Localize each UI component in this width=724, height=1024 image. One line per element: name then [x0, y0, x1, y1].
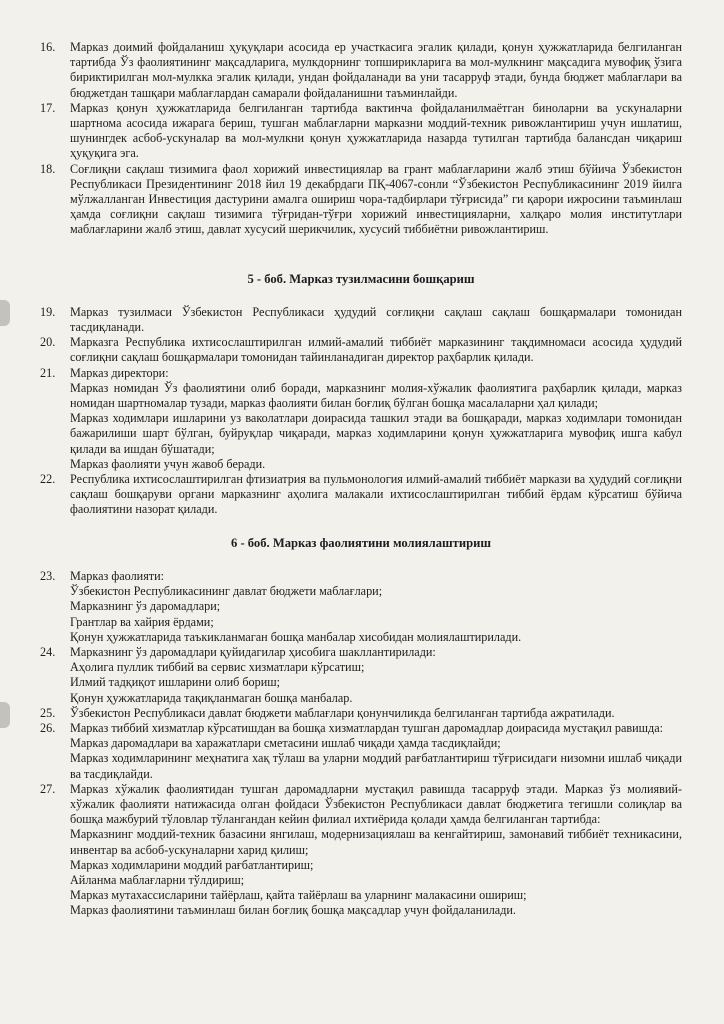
paragraph-number: 24. — [40, 644, 56, 659]
paragraph-line: Марказ ходимлари ишларини уз ваколатлари доирасида ташкил этади ва бошқаради, марказ ходимлари томонидан бажарилиши шарт бўлган, буйруқлар чиқаради, марказ ходимларини қонун ҳужжатларига мувофиқ ишга кабул қилади ва ишдан бўшатади; — [70, 411, 682, 456]
paragraph-item — [40, 366, 682, 472]
paragraph-number: 26. — [40, 720, 56, 735]
paragraph-line: Марказ ходимларининг меҳнатига хақ тўлаш ва уларни моддий рағбатлантириш тўғрисидаги низомни ишлаб чиқади ва тасдиқлайди. — [70, 751, 682, 781]
paragraph-line: Ўзбекистон Республикасининг давлат бюджети маблағлари; — [70, 584, 383, 599]
paragraph-text — [70, 569, 682, 645]
paragraph-number: 17. — [40, 100, 56, 115]
paragraph-line: Марказ ходимларини моддий рағбатлантириш; — [70, 857, 314, 872]
paragraph-line: Қонун ҳужжатларида тақиқланмаган бошқа манбалар. — [70, 690, 353, 705]
paragraph-line: Грантлар ва хайрия ёрдами; — [70, 614, 214, 629]
paragraph-line: Марказ мутахассисларини тайёрлаш, қайта тайёрлаш ва уларнинг малакасини ошириш; — [70, 888, 527, 903]
paragraph-number: 21. — [40, 365, 56, 380]
paragraph-item — [40, 782, 682, 919]
paragraph-text — [70, 782, 682, 919]
paragraph-number: 22. — [40, 472, 56, 487]
paragraph-line: Марказга Республика ихтисослаштирилган илмий-амалий тиббиёт марказининг тақдимномаси асосида ҳудудий соғлиқни сақлаш бошқармалари томонидан тайинланадиган директор раҳбарлик қилади. — [70, 335, 682, 365]
paragraph-item — [40, 335, 682, 365]
paragraph-text — [70, 366, 682, 472]
paragraph-text — [70, 305, 682, 335]
chapter-6-heading: 6 - боб. Марказ фаолиятини молиялаштириш — [231, 535, 491, 550]
paragraph-line: Марказ директори: — [70, 365, 169, 380]
paragraph-item — [40, 569, 682, 645]
paragraph-line: Марказ даромадлари ва харажатлари сметасини ишлаб чиқади ҳамда тасдиқлайди; — [70, 736, 501, 751]
paragraph-line: Республика ихтисослаштирилган фтизиатрия ва пульмонология илмий-амалий тиббиёт маркази ва ҳудудий соғлиқни сақлаш бошқаруви органи марказнинг аҳолига малакали ихтисослаштирилган тиббий ёрдам кўрсатиш бўйича фаолиятини назорат қилади. — [70, 472, 682, 517]
paragraph-line: Марказ номидан Ўз фаолиятини олиб боради, марказнинг молия-хўжалик фаолиятига раҳбарлик қилади, марказ номидан шартномалар тузади, марказ фаолияти билан боғлиқ бўлган бошқа масалаларни ҳал қилади; — [70, 380, 682, 411]
paragraph-text — [70, 706, 682, 721]
paragraph-line: Айланма маблағларни тўлдириш; — [70, 872, 245, 887]
paragraph-line: Марказ тиббий хизматлар кўрсатишдан ва бошқа хизматлардан тушган даромадлар доирасида мустақил равишда: — [70, 720, 664, 735]
paragraph-item — [40, 101, 682, 162]
section-items-19-22 — [40, 305, 682, 518]
chapter-5-heading: 5 - боб. Марказ тузилмасини бошқариш — [247, 271, 475, 286]
paragraph-item — [40, 706, 682, 721]
paragraph-line: Марказнинг ўз даромадлари қуйидагилар ҳисобига шакллантирилади: — [70, 644, 436, 659]
section-items-16-18 — [40, 40, 682, 238]
section-items-23-27 — [40, 569, 682, 919]
paragraph-item — [40, 162, 682, 238]
paragraph-line: Марказ доимий фойдаланиш ҳуқуқлари асосида ер участкасига эгалик қилади, қонун ҳужжатларида белгиланган тартибда Ўз фаолиятининг мақсадларига, мулкдорнинг топширикларига ва мол-мулкнинг мақсадига мувофиқ ўзига бириктирилган мол-мулкка эгалик қилади, ундан фойдаланади ва уни тасарруф этади, бунда бюджет маблағлари ва бюджетдан ташқари маблағлардан самарали фойдаланишни таъминлайди. — [70, 40, 682, 100]
paragraph-line: Қонун ҳужжатларида таъкикланмаган бошқа манбалар хисобидан молиялаштирилади. — [70, 629, 522, 644]
paragraph-text — [70, 162, 682, 238]
paragraph-number: 18. — [40, 161, 56, 176]
paragraph-number: 19. — [40, 304, 56, 319]
paragraph-item — [40, 305, 682, 335]
paragraph-line: Аҳолига пуллик тиббий ва сервис хизматлари кўрсатиш; — [70, 660, 365, 675]
paragraph-line: Ўзбекистон Республикаси давлат бюджети маблағлари қонунчиликда белгиланган тартибда ажратилади. — [70, 705, 615, 720]
paragraph-text — [70, 40, 682, 101]
paragraph-line: Марказ фаолияти учун жавоб беради. — [70, 456, 266, 471]
paragraph-line: Марказ фаолияти: — [70, 568, 165, 583]
paragraph-number: 23. — [40, 568, 56, 583]
paragraph-text — [70, 472, 682, 518]
paragraph-item — [40, 472, 682, 518]
paragraph-text — [70, 721, 682, 782]
paragraph-text — [70, 645, 682, 706]
paragraph-text — [70, 335, 682, 365]
paragraph-line: Марказ тузилмаси Ўзбекистон Республикаси ҳудудий соғлиқни сақлаш сақлаш бошқармалари томонидан тасдиқланади. — [70, 304, 682, 335]
paragraph-line: Марказ қонун ҳужжатларида белгиланган тартибда вактинча фойдаланилмаётган биноларни ва ускуналарни шартнома асосида ижарага бериш, тушган маблағларни марказни моддий-техник ривожлантириш учун ишлатиш, шунингдек асбоб-ускуналар ва мол-мулкни қонун ҳужжатларида назарда тутилган тартибда балансдан чиқариш ҳуқуқига эга. — [70, 100, 682, 161]
paragraph-line: Марказнинг моддий-техник базасини янгилаш, модернизациялаш ва кенгайтириш, замонавий тиббиёт техникасини, инвентар ва асбоб-ускуналарни харид қилиш; — [70, 827, 682, 857]
paragraph-number: 27. — [40, 781, 56, 796]
paragraph-line: Марказ фаолиятини таъминлаш билан боғлиқ бошқа мақсадлар учун фойдаланилади. — [70, 903, 516, 918]
paragraph-item — [40, 645, 682, 706]
paragraph-line: Соғлиқни сақлаш тизимига фаол хорижий инвестициялар ва грант маблағларини жалб этиш бўйича Ўзбекистон Республикаси Президентининг 2018 йил 19 декабрдаги ПҚ-4067-сонли “Ўзбекистон Республикасининг 2019 йилга мўлжалланган Инвестиция дастурини амалга ошириш чора-тадбирлари тўғрисида” ги қарори ижросини таъминлаш ҳамда соғлиқни сақлаш тизимига тўғридан-тўғри хорижий инвестицияларни, халқаро молия институтлари маблағларини жалб этиш, давлат хусусий шерикчилик, хусусий тиббиётни ривожлантириш. — [70, 161, 682, 237]
paragraph-text — [70, 101, 682, 162]
paragraph-number: 16. — [40, 40, 56, 54]
paragraph-number: 25. — [40, 705, 56, 720]
paragraph-item — [40, 40, 682, 101]
paragraph-line: Марказнинг ўз даромадлари; — [70, 599, 221, 614]
paragraph-line: Марказ хўжалик фаолиятидан тушган даромадларни мустақил равишда тасарруф этади. Марказ ўз молиявий-хўжалик фаолияти натижасида олган фойдаси Ўзбекистон Республикаси давлат бюджетига тегишли солиқлар ва бошқа мажбурий тўловлар тўлангандан кейин филиал ихтиёрида қолади ҳамда белгиланган тартибда: — [70, 781, 682, 827]
paragraph-item — [40, 721, 682, 782]
paragraph-number: 20. — [40, 335, 56, 350]
paragraph-line: Илмий тадқиқот ишларини олиб бориш; — [70, 675, 281, 690]
